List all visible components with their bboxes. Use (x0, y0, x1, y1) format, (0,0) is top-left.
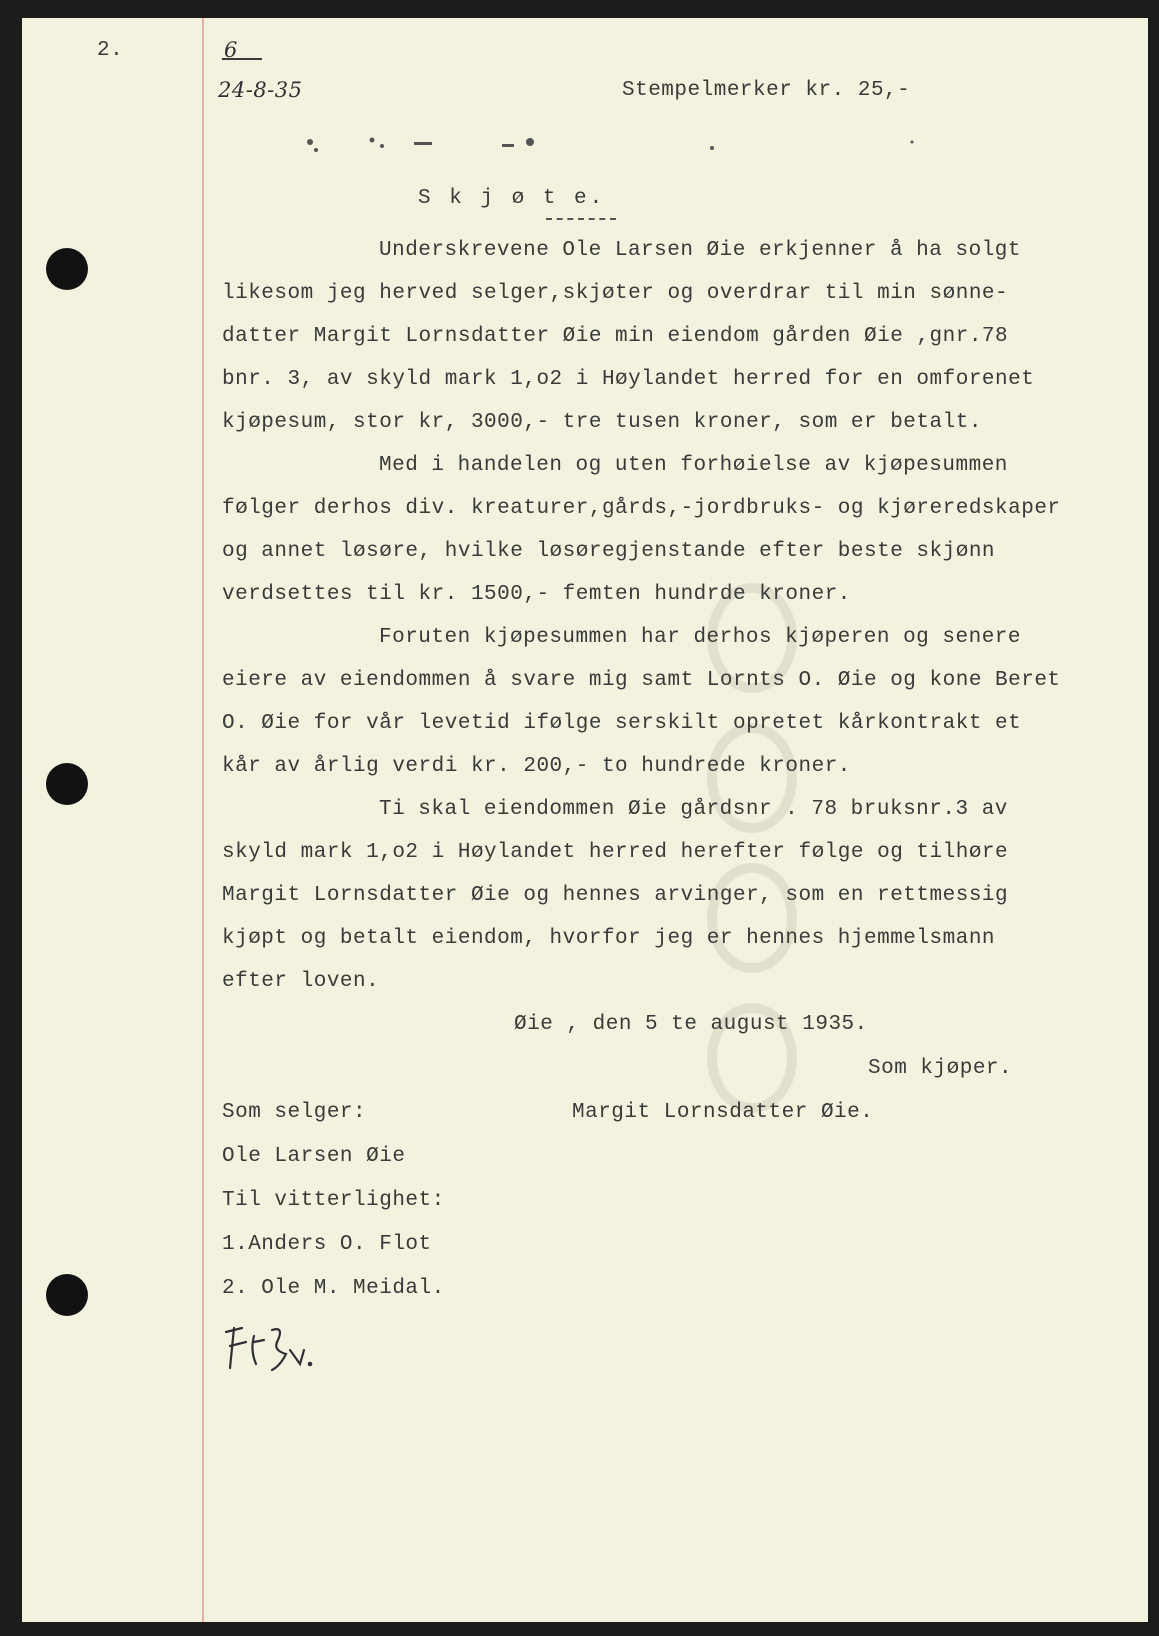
witness-2: 2. Ole M. Meidal. (222, 1277, 445, 1300)
deed-line: Med i handelen og uten forhøielse av kjøpesummen (379, 454, 1008, 477)
folio-underline (222, 58, 262, 60)
deed-line: likesom jeg herved selger,skjøter og overdrar til min sønne- (222, 282, 1009, 305)
deed-line: og annet løsøre, hvilke løsøregjenstande efter beste skjønn (222, 540, 996, 563)
place-and-date: Øie , den 5 te august 1935. (514, 1013, 868, 1036)
document-title: S k j ø t e. (418, 187, 606, 210)
deed-line: Foruten kjøpesummen har derhos kjøperen og senere (379, 626, 1022, 649)
seller-signature-name: Ole Larsen Øie (222, 1145, 406, 1168)
witness-1: 1.Anders O. Flot (222, 1233, 432, 1256)
deed-line: eiere av eiendommen å svare mig samt Lornts O. Øie og kone Beret (222, 669, 1061, 692)
deed-line: Ti skal eiendommen Øie gårdsnr . 78 bruksnr.3 av (379, 798, 1008, 821)
deed-line: følger derhos div. kreaturer,gårds,-jordbruks- og kjøreredskaper (222, 497, 1061, 520)
title-underline (546, 218, 616, 220)
clerk-initials-signature (220, 1320, 315, 1380)
deed-line: Margit Lornsdatter Øie og hennes arvinger, som en rettmessig (222, 884, 1009, 907)
seller-label: Som selger: (222, 1101, 367, 1124)
deed-line: kjøpt og betalt eiendom, hvorfor jeg er hennes hjemmelsmann (222, 927, 996, 950)
punch-hole-bottom (46, 1274, 88, 1316)
witness-label: Til vitterlighet: (222, 1189, 445, 1212)
punch-hole-middle (46, 763, 88, 805)
buyer-signature-name: Margit Lornsdatter Øie. (572, 1101, 874, 1124)
deed-line: kjøpesum, stor kr, 3000,- tre tusen kroner, som er betalt. (222, 411, 982, 434)
deed-line: bnr. 3, av skyld mark 1,o2 i Høylandet herred for en omforenet (222, 368, 1035, 391)
stamp-duty-line: Stempelmerker kr. 25,- (622, 79, 911, 102)
folio-number: 6 (224, 38, 238, 62)
punch-hole-top (46, 248, 88, 290)
deed-line: kår av årlig verdi kr. 200,- to hundrede kroner. (222, 755, 851, 778)
deed-line: O. Øie for vår levetid ifølge serskilt opretet kårkontrakt et (222, 712, 1022, 735)
deed-line: Underskrevene Ole Larsen Øie erkjenner å ha solgt (379, 239, 1022, 262)
deed-line: verdsettes til kr. 1500,- femten hundrde kroner. (222, 583, 851, 606)
margin-rule (202, 18, 204, 1622)
buyer-label: Som kjøper. (868, 1057, 1013, 1080)
ink-smudges (302, 128, 922, 168)
page-number: 2. (97, 39, 124, 62)
deed-line: efter loven. (222, 970, 380, 993)
document-page (22, 18, 1148, 1622)
deed-line: skyld mark 1,o2 i Høylandet herred herefter følge og tilhøre (222, 841, 1009, 864)
deed-line: datter Margit Lornsdatter Øie min eiendom gården Øie ,gnr.78 (222, 325, 1009, 348)
registration-date: 24-8-35 (218, 78, 303, 102)
